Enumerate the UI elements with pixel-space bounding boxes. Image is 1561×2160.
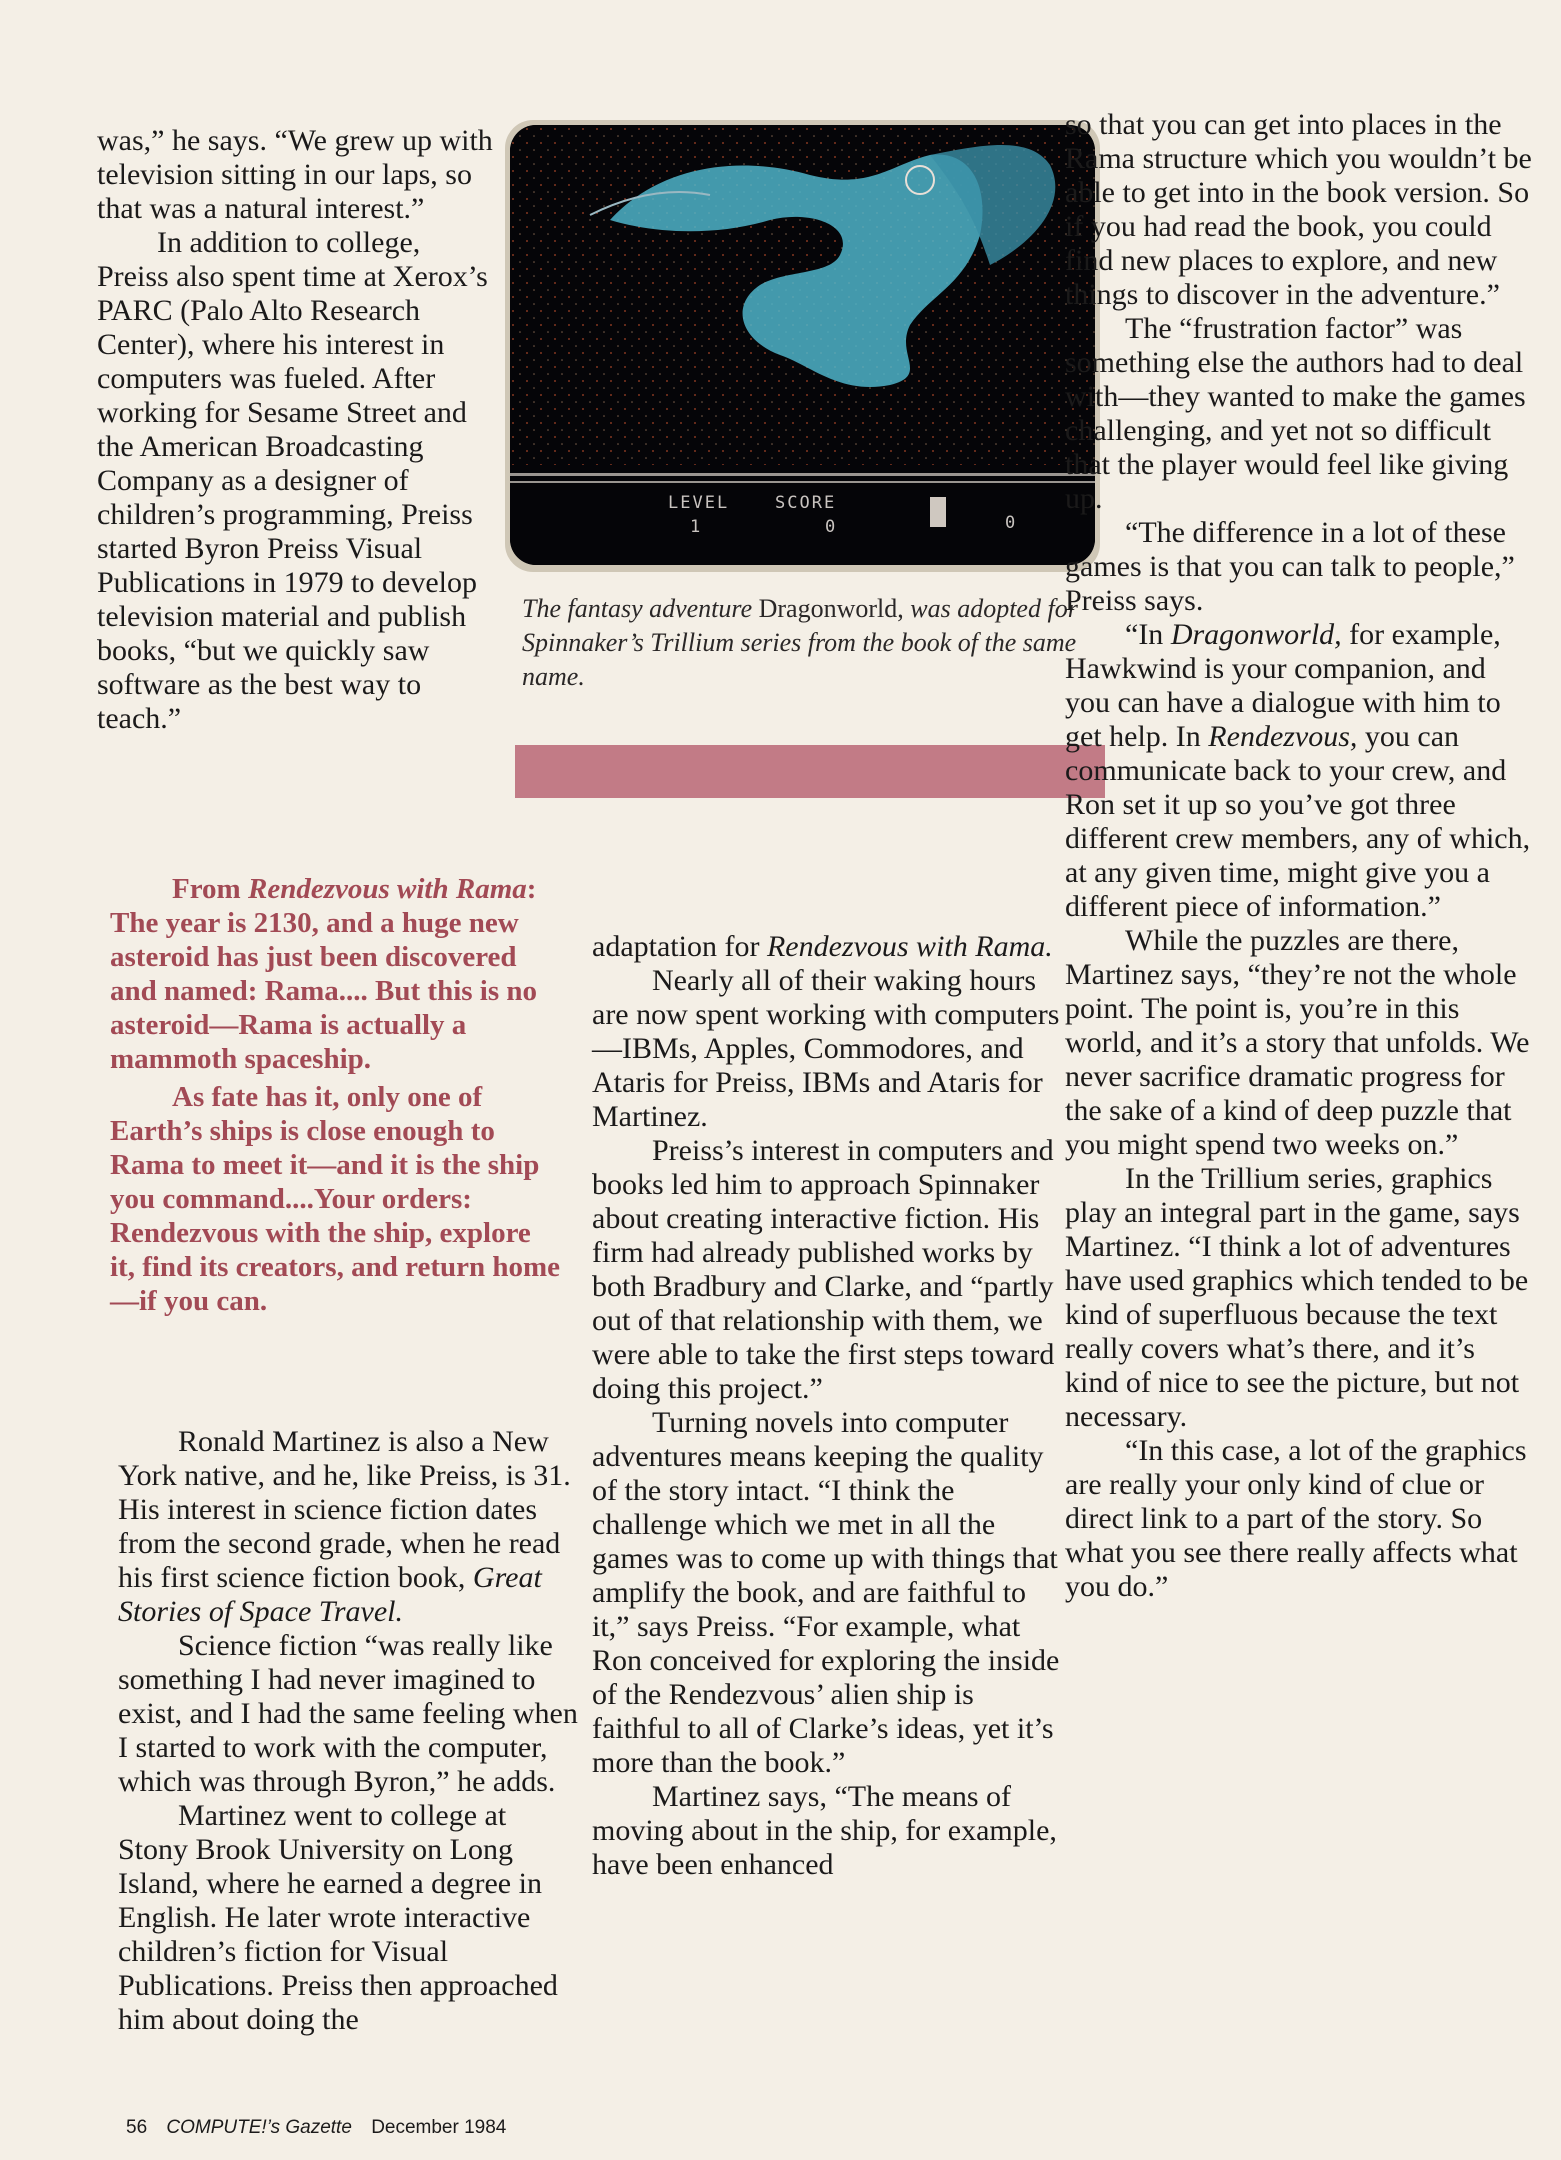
caption-text: was adopted for Spinnaker’s Trillium series from the book of the same name. <box>522 594 1078 691</box>
dragonworld-screenshot <box>510 125 1095 565</box>
status-value: 0 <box>1005 513 1018 533</box>
column-1-bottom <box>118 1425 578 2037</box>
page-number: 56 <box>126 2117 148 2138</box>
score-label: SCORE <box>775 493 837 513</box>
column-1-top <box>97 124 497 736</box>
page-footer <box>126 2117 520 2139</box>
rama-excerpt-sidebar <box>110 872 560 1322</box>
column-3 <box>1065 108 1535 1604</box>
level-value: 1 <box>690 517 703 537</box>
caption-title: Dragonworld, <box>758 594 904 623</box>
level-label: LEVEL <box>668 493 730 513</box>
paragraph: Preiss’s interest in computers and books led him to approach Spinnaker about creating interactive fiction. His firm had already published works by both Bradbury and Clarke, and “partly out of that relationship with them, we were able to take the first steps toward doing this project.” <box>592 1134 1055 1405</box>
hero-sprite <box>930 497 946 527</box>
score-value: 0 <box>825 517 838 537</box>
paragraph: Martinez went to college at Stony Brook University on Long Island, where he earned a degree in English. He later wrote interactive children’s fiction for Visual Publications. Preiss then approached him about doing the <box>118 1799 558 2036</box>
paragraph: Turning novels into computer adventures means keeping the quality of the story intact. “I think the challenge which we met in all the games was to come up with things that amplify the book, and are faithful to it,” says Preiss. “For example, what Ron conceived for exploring the inside of the Rendezvous’ alien ship is faithful to all of Clarke’s ideas, yet it’s more than the book.” <box>592 1406 1060 1779</box>
paragraph: While the puzzles are there, Martinez says, “they’re not the whole point. The point is, you’re in this world, and it’s a story that unfolds. We never sacrifice dramatic progress for the sake of a kind of deep puzzle that you might spend two weeks on.” <box>1065 924 1530 1161</box>
paragraph: “In this case, a lot of the graphics are really your only kind of clue or direct link to a part of the story. So what you see there really affects what you do.” <box>1065 1434 1527 1603</box>
paragraph: Martinez says, “The means of moving about in the ship, for example, have been enhanced <box>592 1780 1057 1881</box>
column-2 <box>592 930 1062 1882</box>
paragraph: Ronald Martinez is also a New York native, and he, like Preiss, is 31. His interest in science fiction dates from the second grade, when he read his first science fiction book, Great Stories of Space Travel. <box>118 1425 571 1628</box>
paragraph: Nearly all of their waking hours are now spent working with computers—IBMs, Apples, Commodores, and Ataris for Preiss, IBMs and Ataris for Martinez. <box>592 964 1060 1133</box>
paragraph: adaptation for Rendezvous with Rama. <box>592 930 1053 963</box>
paragraph: The “frustration factor” was something else the authors had to deal with—they wanted to make the games challenging, and yet not so difficult that the player would feel like giving up. <box>1065 312 1526 515</box>
sidebar-paragraph: As fate has it, only one of Earth’s ships is close enough to Rama to meet it—and it is the ship you command....Your orders: Rendezvous with the ship, explore it, find its creators, and return home—if you can. <box>110 1081 561 1317</box>
paragraph: was,” he says. “We grew up with television sitting in our laps, so that was a natural interest.” <box>97 124 493 225</box>
magazine-name: COMPUTE!’s Gazette <box>166 2117 352 2138</box>
photo-caption <box>522 592 1102 694</box>
paragraph: In addition to college, Preiss also spent time at Xerox’s PARC (Palo Alto Research Center), where his interest in computers was fueled. After working for Sesame Street and the American Broadcasting Company as a designer of children’s programming, Preiss started Byron Preiss Visual Publications in 1979 to develop television material and publish books, “but we quickly saw software as the best way to teach.” <box>97 226 488 735</box>
paragraph: In the Trillium series, graphics play an integral part in the game, says Martinez. “I think a lot of adventures have used graphics which tended to be kind of superfluous because the text really covers what’s there, and it’s kind of nice to see the picture, but not necessary. <box>1065 1162 1529 1433</box>
issue-date: December 1984 <box>371 2117 507 2138</box>
paragraph: so that you can get into places in the Rama structure which you wouldn’t be able to get into in the book version. So if you had read the book, you could find new places to explore, and new things to discover in the adventure.” <box>1065 108 1532 311</box>
decorative-bar <box>515 745 1105 798</box>
paragraph: “In Dragonworld, for example, Hawkwind is your companion, and you can have a dialogue with him to get help. In Rendezvous, you can communicate back to your crew, and Ron set it up so you’ve got three different crew members, any of which, at any given time, might give you a different piece of information.” <box>1065 618 1531 923</box>
paragraph: Science fiction “was really like something I had never imagined to exist, and I had the same feeling when I started to work with the computer, which was through Byron,” he adds. <box>118 1629 578 1798</box>
paragraph: “The difference in a lot of these games is that you can talk to people,” Preiss says. <box>1065 516 1515 617</box>
sidebar-paragraph: From Rendezvous with Rama: The year is 2130, and a huge new asteroid has just been discovered and named: Rama.... But this is no asteroid—Rama is actually a mammoth spaceship. <box>110 873 538 1075</box>
caption-text: The fantasy adventure <box>522 594 759 623</box>
